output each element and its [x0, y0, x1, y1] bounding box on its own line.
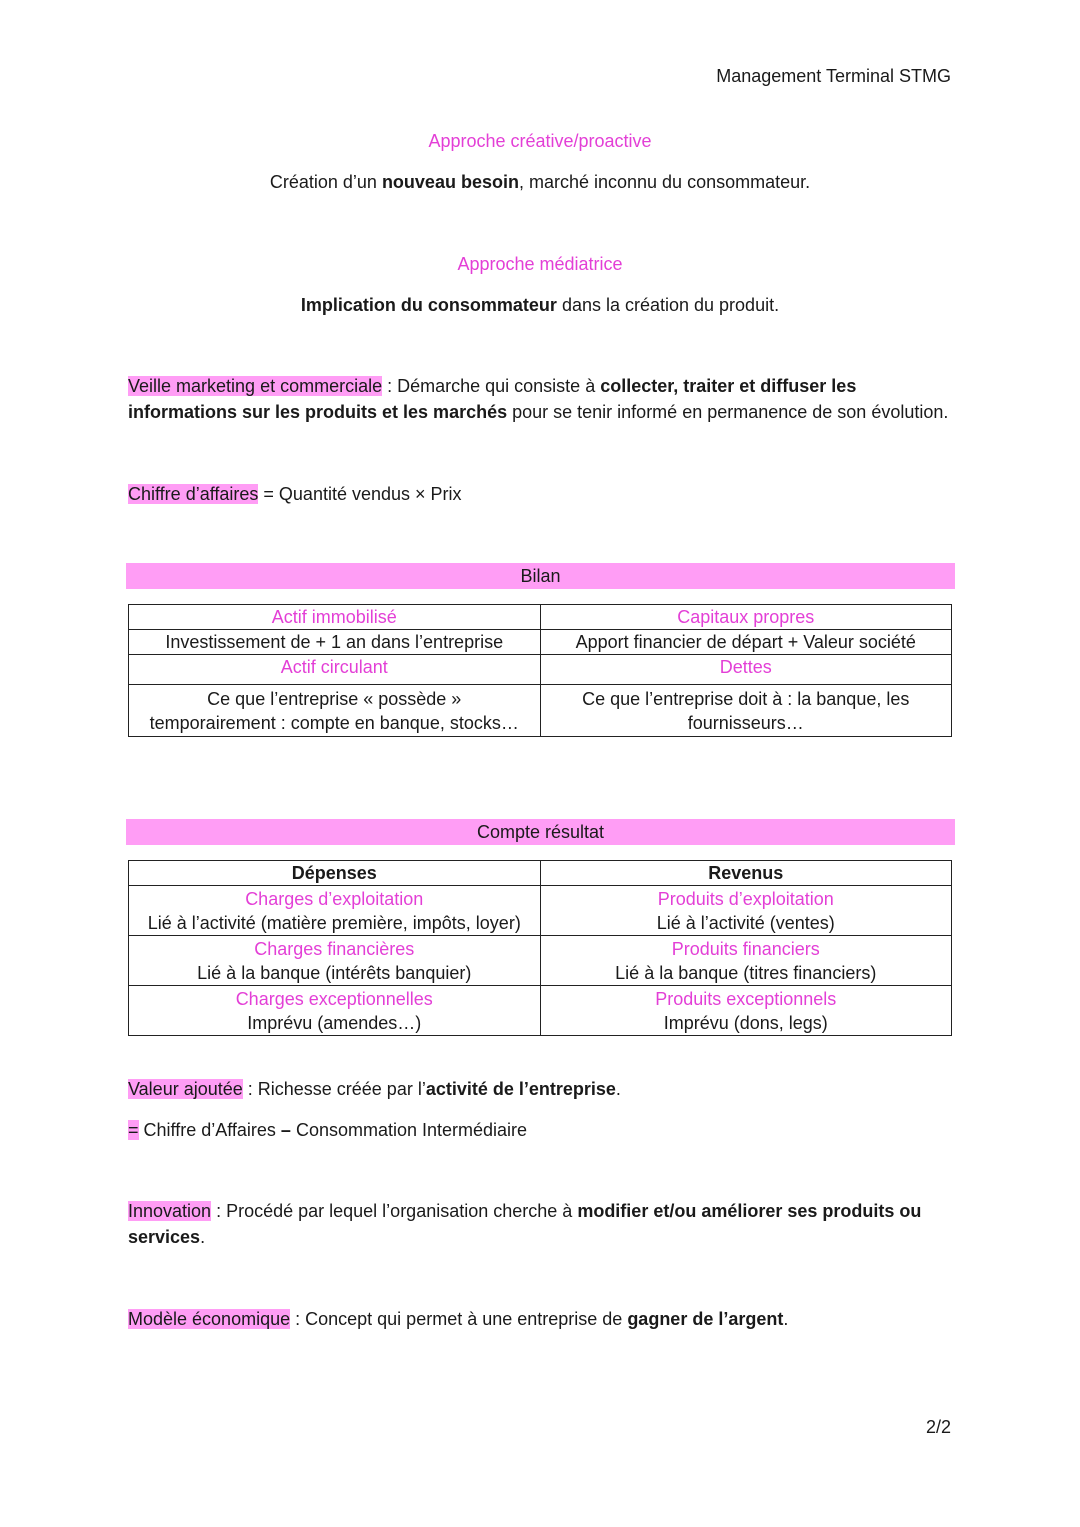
actif-circulant-desc: Ce que l’entreprise « possède » temporairement : compte en banque, stocks… [129, 685, 541, 737]
dettes-label: Dettes [540, 655, 952, 685]
capitaux-propres-desc: Apport financier de départ + Valeur société [540, 630, 952, 655]
innovation-definition: Innovation : Procédé par lequel l’organisation cherche à modifier et/ou améliorer ses produits ou services. [128, 1201, 922, 1247]
depenses-header: Dépenses [129, 861, 541, 886]
approche-creative-text: Création d’un nouveau besoin, marché inconnu du consommateur. [269, 172, 811, 192]
charges-financieres-cell: Charges financières Lié à la banque (intérêts banquier) [129, 936, 541, 986]
revenus-header: Revenus [540, 861, 952, 886]
page-header: Management Terminal STMG [716, 66, 951, 86]
chiffre-affaires-definition: Chiffre d’affaires = Quantité vendus × Prix [128, 484, 462, 504]
approche-mediatrice-text: Implication du consommateur dans la création du produit. [300, 295, 780, 315]
compte-resultat-heading: Compte résultat [126, 819, 955, 845]
actif-immobilise-desc: Investissement de + 1 an dans l’entreprise [129, 630, 541, 655]
produits-financiers-cell: Produits financiers Lié à la banque (titres financiers) [540, 936, 952, 986]
page-number: 2/2 [925, 1417, 951, 1437]
capitaux-propres-label: Capitaux propres [540, 605, 952, 630]
produits-exploitation-cell: Produits d’exploitation Lié à l’activité (ventes) [540, 886, 952, 936]
actif-circulant-label: Actif circulant [129, 655, 541, 685]
veille-definition: Veille marketing et commerciale : Démarche qui consiste à collecter, traiter et diffuser les informations sur les produits et les marchés pour se tenir informé en permanence de son évolution. [128, 376, 949, 422]
actif-immobilise-label: Actif immobilisé [129, 605, 541, 630]
bilan-table [128, 604, 952, 737]
charges-exploitation-cell: Charges d’exploitation Lié à l’activité (matière première, impôts, loyer) [129, 886, 541, 936]
produits-exceptionnels-cell: Produits exceptionnels Imprévu (dons, legs) [540, 986, 952, 1036]
dettes-desc: Ce que l’entreprise doit à : la banque, les fournisseurs… [540, 685, 952, 737]
valeur-ajoutee-definition: Valeur ajoutée : Richesse créée par l’activité de l’entreprise. [128, 1079, 621, 1099]
modele-economique-definition: Modèle économique : Concept qui permet à une entreprise de gagner de l’argent. [128, 1309, 789, 1329]
valeur-ajoutee-formula: = Chiffre d’Affaires – Consommation Intermédiaire [128, 1120, 528, 1140]
bilan-heading: Bilan [126, 563, 955, 589]
approche-creative-title: Approche créative/proactive [428, 131, 652, 151]
compte-resultat-table [128, 860, 952, 1036]
charges-exceptionnelles-cell: Charges exceptionnelles Imprévu (amendes…) [129, 986, 541, 1036]
approche-mediatrice-title: Approche médiatrice [457, 254, 623, 274]
